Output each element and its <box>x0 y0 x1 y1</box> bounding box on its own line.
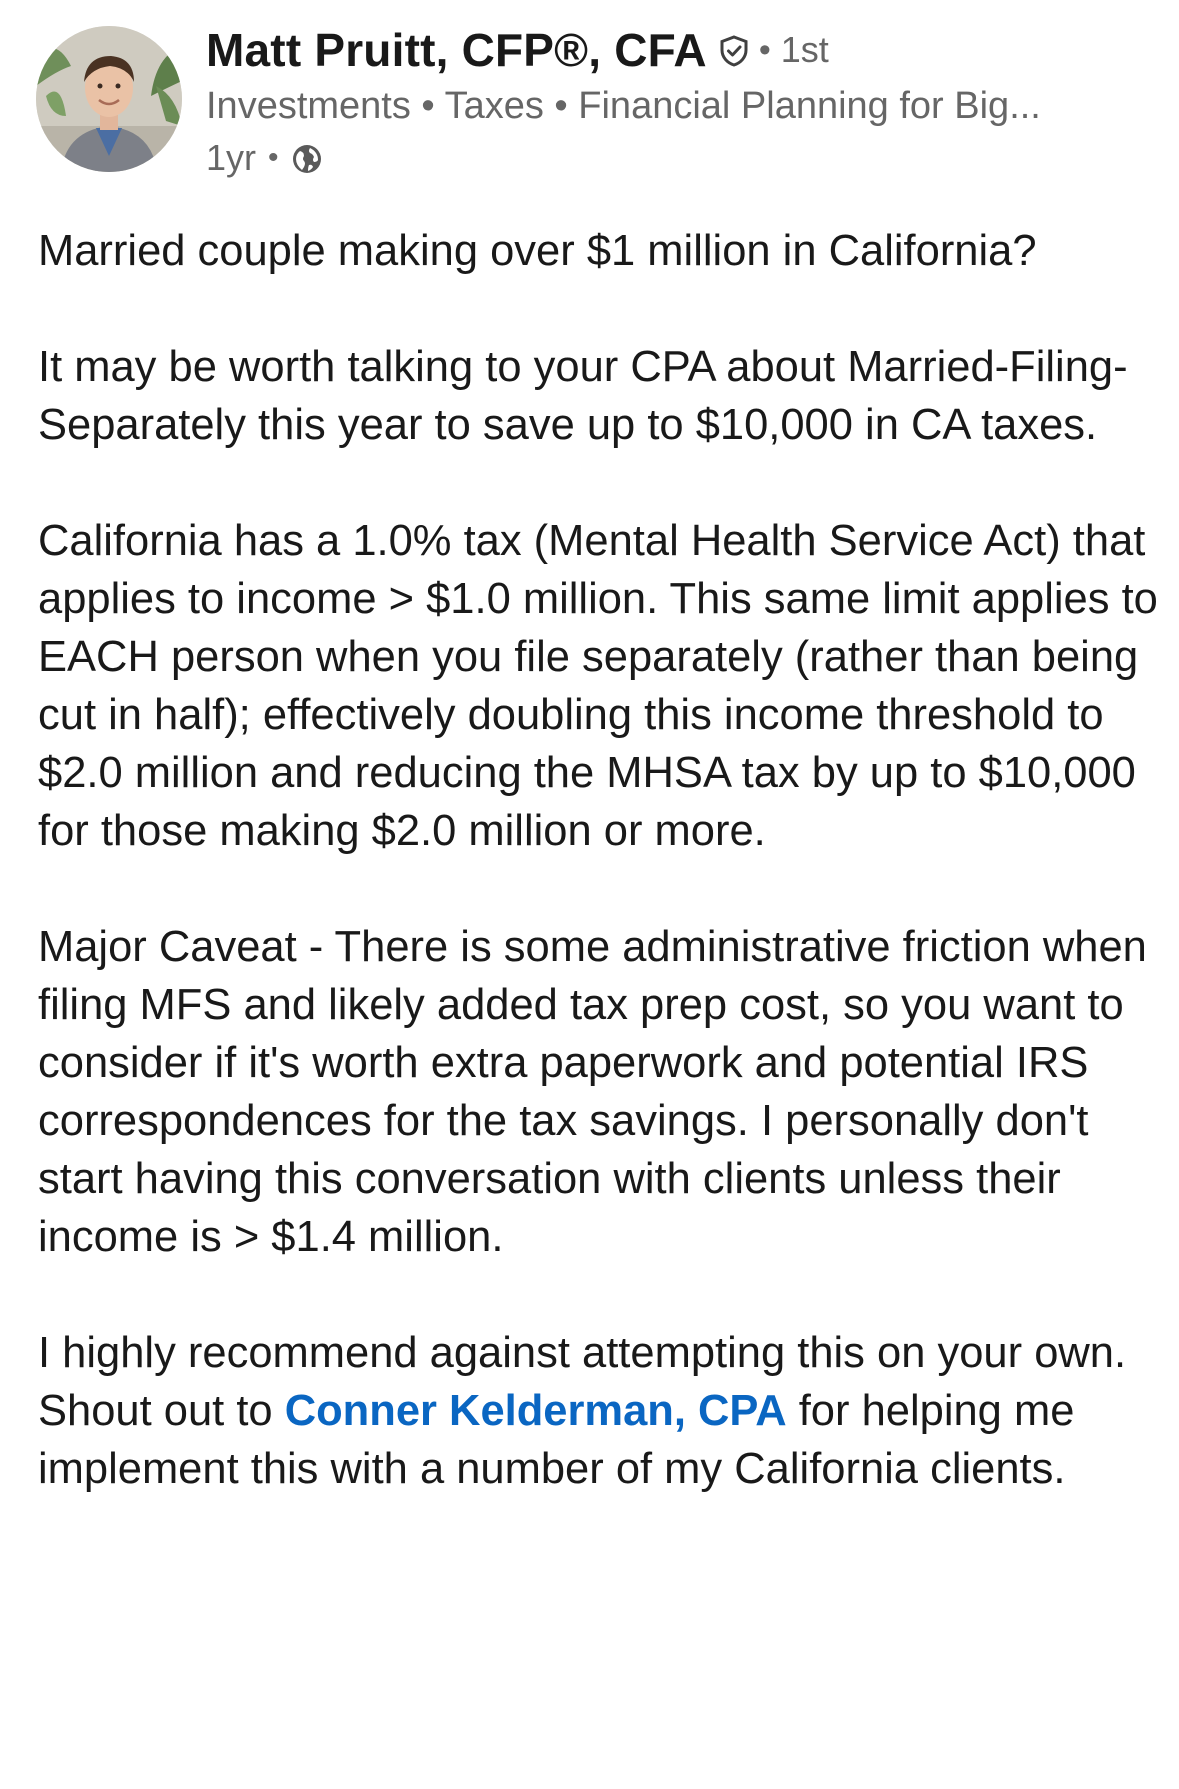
post-paragraph: It may be worth talking to your CPA about Married-Filing-Separately this year to save up to $10,000 in CA taxes. <box>38 343 1128 449</box>
post-timestamp: 1yr <box>206 137 257 178</box>
post-body <box>38 222 1158 1498</box>
name-row <box>206 20 1166 80</box>
author-avatar[interactable] <box>36 26 182 172</box>
author-name[interactable]: Matt Pruitt, CFP®, CFA <box>206 24 707 76</box>
separator-dot: • <box>758 30 771 69</box>
mention-link[interactable]: Conner Kelderman, CPA <box>284 1387 787 1435</box>
post-paragraph-with-mention <box>38 1324 1158 1498</box>
post-meta <box>206 132 1166 184</box>
post-header <box>30 20 1160 190</box>
paragraph-text-before-mention: I highly recommend against attempting this on your own. Shout out to <box>38 1329 1127 1435</box>
post-paragraph: California has a 1.0% tax (Mental Health Service Act) that applies to income > $1.0 million. This same limit applies to EACH person when you file separately (rather than being cut in half); effectively doubling this income threshold to $2.0 million and reducing the MHSA tax by up to $10,000 for those making $2.0 million or more. <box>38 517 1158 855</box>
post-paragraph: Major Caveat - There is some administrative friction when filing MFS and likely added tax prep cost, so you want to consider if it's worth extra paperwork and potential IRS correspondences for the tax savings. I personally don't start having this conversation with clients unless their income is > $1.4 million. <box>38 923 1147 1261</box>
author-headline: Investments • Taxes • Financial Planning for Big... <box>206 85 1041 127</box>
globe-icon <box>291 142 323 174</box>
post-paragraph: Married couple making over $1 million in California? <box>38 227 1037 275</box>
author-info <box>206 20 1166 184</box>
paragraph-text-after-mention: for helping me implement this with a number of my California clients. <box>38 1387 1075 1493</box>
separator-dot: • <box>268 141 279 174</box>
verified-shield-icon <box>717 34 751 68</box>
connection-degree: 1st <box>780 29 829 70</box>
